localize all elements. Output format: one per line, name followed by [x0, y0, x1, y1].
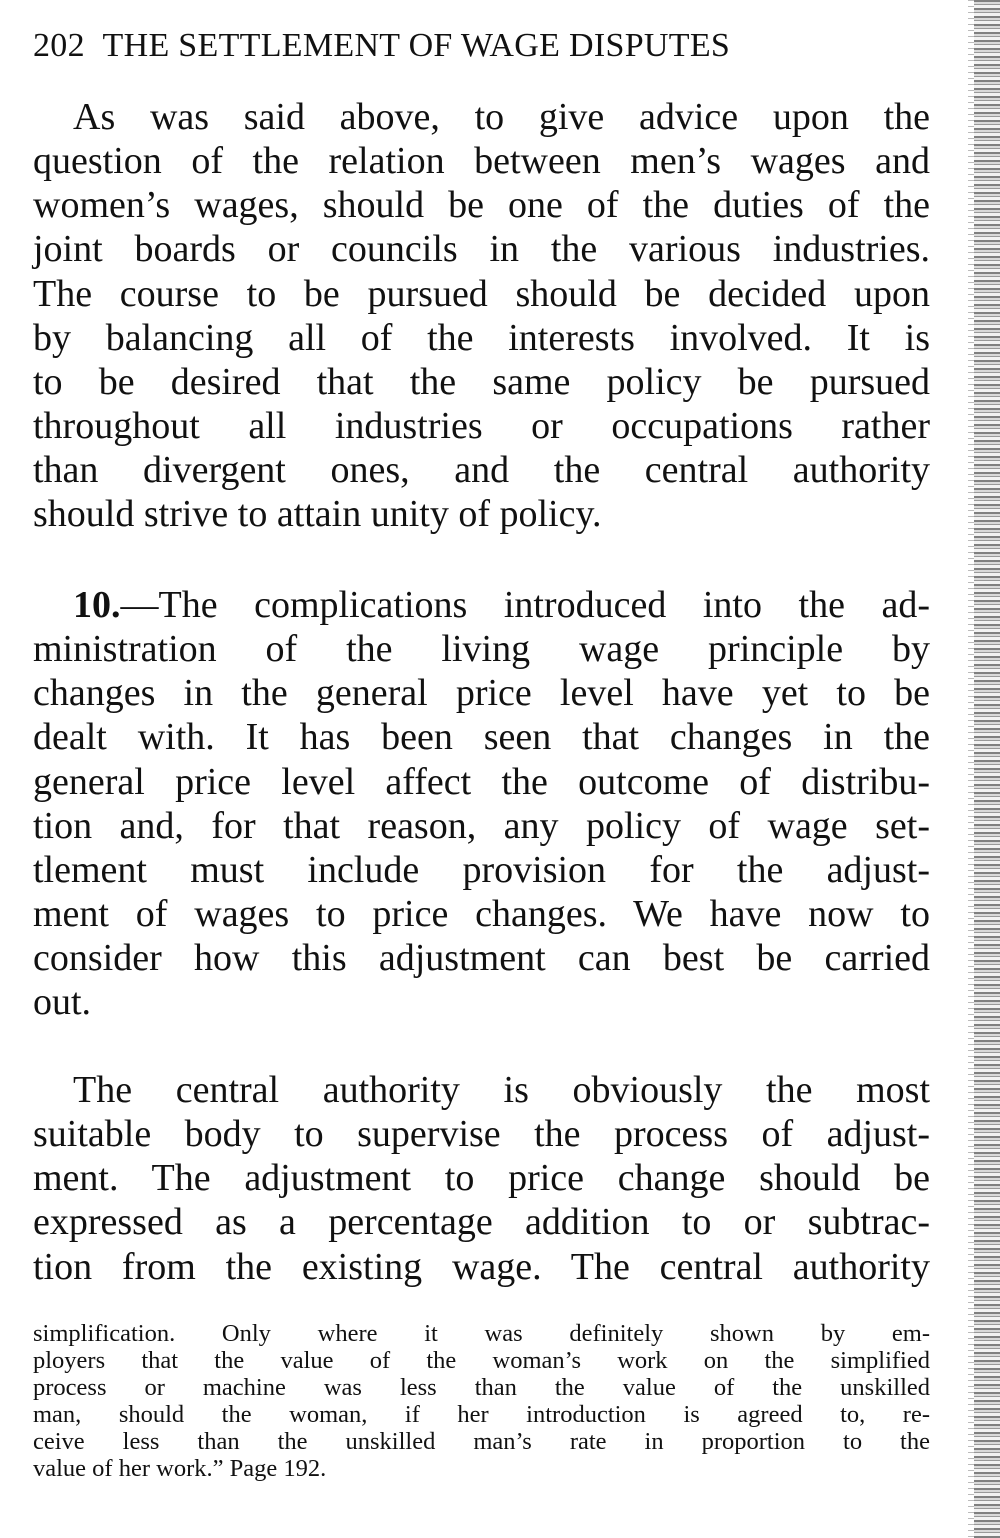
- text-line: suitable body to supervise the process of adjust-: [33, 1113, 930, 1156]
- text-line: ment. The adjustment to price change should be: [33, 1157, 930, 1200]
- text-line: As was said above, to give advice upon the: [73, 96, 930, 138]
- text-line: consider how this adjustment can best be carried: [33, 937, 930, 980]
- text-line: by balancing all of the interests involved. It is: [33, 316, 930, 359]
- text-line: The central authority is obviously the most: [73, 1069, 930, 1111]
- section-number: 10.: [73, 584, 121, 626]
- text-line: out.: [33, 981, 92, 1024]
- text-line: joint boards or councils in the various industries.: [33, 228, 930, 271]
- text-line-content: —The complications introduced into the ad-: [120, 584, 930, 626]
- footnote-line: ployers that the value of the woman’s work on the simplified: [33, 1347, 930, 1374]
- text-line: to be desired that the same policy be pursued: [33, 360, 930, 403]
- footnote-line: value of her work.” Page 192.: [33, 1455, 327, 1482]
- text-line: The course to be pursued should be decided upon: [33, 272, 930, 315]
- footnote-line: process or machine was less than the value of the unskilled: [33, 1374, 930, 1401]
- page-number: 202: [33, 27, 85, 64]
- text-line: tlement must include provision for the adjust-: [33, 848, 930, 891]
- page-header: [33, 26, 930, 66]
- text-line: expressed as a percentage addition to or subtrac-: [33, 1201, 930, 1244]
- text-line: than divergent ones, and the central authority: [33, 449, 930, 492]
- text-line: general price level affect the outcome of distribu-: [33, 760, 930, 803]
- text-line: ment of wages to price changes. We have now to: [33, 893, 930, 936]
- footnote-line: simplification. Only where it was definitely shown by em-: [33, 1320, 930, 1347]
- scan-edge: [974, 0, 1000, 1538]
- text-line: [33, 583, 930, 627]
- footnote-line: ceive less than the unskilled man’s rate in proportion to the: [33, 1428, 930, 1455]
- footnote-line: man, should the woman, if her introduction is agreed to, re-: [33, 1401, 930, 1428]
- text-line: tion and, for that reason, any policy of wage set-: [33, 804, 930, 847]
- text-line: tion from the existing wage. The central authority: [33, 1245, 930, 1288]
- text-line: changes in the general price level have yet to be: [33, 672, 930, 715]
- text-line: ministration of the living wage principle by: [33, 628, 930, 671]
- text-line: question of the relation between men’s wages and: [33, 140, 930, 183]
- text-line: should strive to attain unity of policy.: [33, 493, 602, 536]
- running-title: THE SETTLEMENT OF WAGE DISPUTES: [102, 27, 731, 64]
- text-line: women’s wages, should be one of the duties of the: [33, 184, 930, 227]
- text-line: throughout all industries or occupations rather: [33, 405, 930, 448]
- text-line: dealt with. It has been seen that changes in the: [33, 716, 930, 759]
